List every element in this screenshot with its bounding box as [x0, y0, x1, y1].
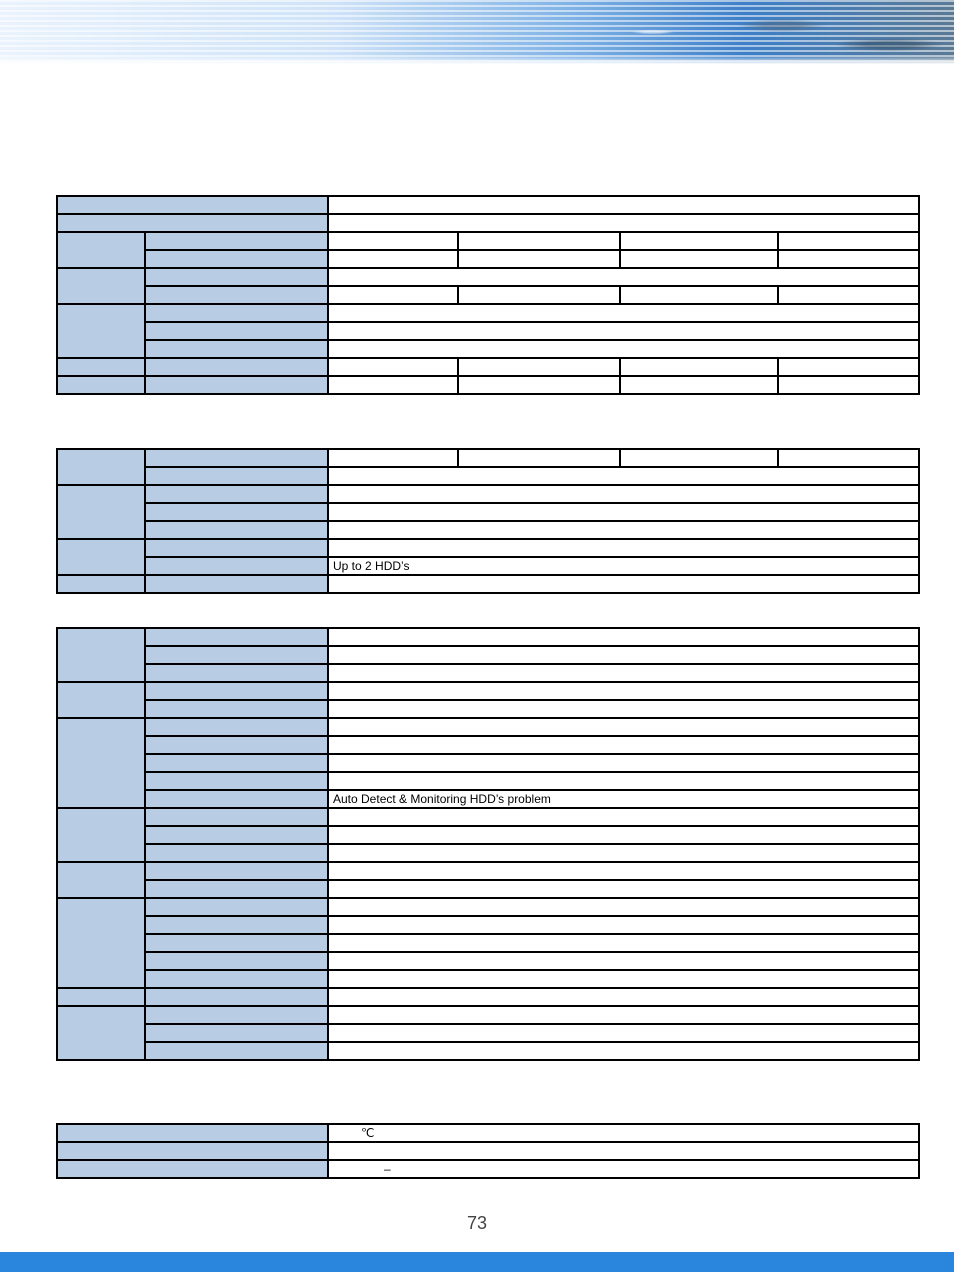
table-row — [57, 503, 919, 521]
table-row — [57, 898, 919, 916]
value-cell — [620, 232, 778, 250]
value-cell — [328, 503, 919, 521]
table-row — [57, 790, 919, 808]
table-row — [57, 485, 919, 503]
table-row — [57, 862, 919, 880]
table-row — [57, 1042, 919, 1060]
value-cell — [328, 772, 919, 790]
temperature-value — [328, 1124, 919, 1142]
header-fade — [0, 56, 954, 64]
value-cell — [328, 952, 919, 970]
group-label-cell — [57, 539, 145, 575]
value-cell — [458, 232, 620, 250]
spec-table-3 — [56, 627, 920, 1061]
group-label-cell — [57, 575, 145, 593]
table-row — [57, 826, 919, 844]
label-cell — [145, 700, 328, 718]
table-row — [57, 376, 919, 394]
group-label-cell — [57, 268, 145, 304]
value-cell — [778, 376, 919, 394]
label-cell — [145, 754, 328, 772]
label-cell — [145, 1042, 328, 1060]
value-cell — [778, 358, 919, 376]
table-row — [57, 196, 919, 214]
table-row — [57, 232, 919, 250]
table-row — [57, 736, 919, 754]
group-label-cell — [57, 988, 145, 1006]
table-row — [57, 539, 919, 557]
group-label-cell — [57, 232, 145, 268]
footer-band — [0, 1252, 954, 1272]
value-cell — [620, 376, 778, 394]
value-cell — [328, 214, 919, 232]
value-cell — [328, 934, 919, 952]
value-cell — [458, 250, 620, 268]
value-cell — [328, 485, 919, 503]
value-cell — [328, 575, 919, 593]
table-row — [57, 1024, 919, 1042]
label-cell — [145, 539, 328, 557]
value-cell — [328, 539, 919, 557]
group-label-cell — [57, 718, 145, 808]
label-cell — [145, 880, 328, 898]
value-cell — [328, 700, 919, 718]
label-cell — [145, 485, 328, 503]
label-cell — [145, 304, 328, 322]
label-cell — [145, 844, 328, 862]
label-cell — [145, 628, 328, 646]
label-cell — [145, 1024, 328, 1042]
value-cell — [328, 1006, 919, 1024]
group-label-cell — [57, 898, 145, 988]
value-cell — [328, 646, 919, 664]
label-cell — [145, 250, 328, 268]
table-row — [57, 934, 919, 952]
label-cell — [145, 808, 328, 826]
label-cell — [145, 934, 328, 952]
label-cell — [145, 898, 328, 916]
value-cell — [328, 736, 919, 754]
group-label-cell — [57, 862, 145, 898]
group-label-cell — [57, 682, 145, 718]
value-cell — [328, 628, 919, 646]
table-row — [57, 286, 919, 304]
table-row — [57, 880, 919, 898]
table-row — [57, 557, 919, 575]
table-row — [57, 700, 919, 718]
label-cell — [145, 916, 328, 934]
table-row — [57, 952, 919, 970]
value-cell — [328, 449, 458, 467]
table-row — [57, 304, 919, 322]
table-row — [57, 322, 919, 340]
value-cell — [328, 682, 919, 700]
label-cell — [57, 214, 328, 232]
group-label-cell — [57, 376, 145, 394]
value-cell — [778, 250, 919, 268]
label-cell — [145, 664, 328, 682]
value-cell — [328, 322, 919, 340]
celsius-symbol: ℃ — [361, 1126, 375, 1140]
value-cell — [328, 826, 919, 844]
value-cell — [328, 358, 458, 376]
value-cell — [328, 1024, 919, 1042]
value-cell — [328, 268, 919, 286]
value-cell — [328, 862, 919, 880]
label-cell — [145, 340, 328, 358]
value-cell — [328, 340, 919, 358]
label-cell — [145, 772, 328, 790]
group-label-cell — [57, 304, 145, 358]
label-cell — [57, 196, 328, 214]
label-cell — [145, 521, 328, 539]
value-cell — [328, 467, 919, 485]
label-cell — [145, 467, 328, 485]
value-cell — [328, 232, 458, 250]
label-cell — [145, 736, 328, 754]
table-row — [57, 521, 919, 539]
table-row — [57, 575, 919, 593]
group-label-cell — [57, 449, 145, 485]
table-row — [57, 754, 919, 772]
value-cell — [458, 449, 620, 467]
value-cell — [778, 449, 919, 467]
value-cell — [328, 1042, 919, 1060]
label-cell — [145, 970, 328, 988]
label-cell — [57, 1142, 328, 1160]
table-row — [57, 682, 919, 700]
table-row — [57, 1160, 919, 1178]
table-row — [57, 467, 919, 485]
group-label-cell — [57, 808, 145, 862]
table-row — [57, 1006, 919, 1024]
label-cell — [145, 826, 328, 844]
value-cell — [778, 286, 919, 304]
table-row — [57, 214, 919, 232]
value-cell — [328, 304, 919, 322]
value-cell — [328, 898, 919, 916]
value-cell — [458, 376, 620, 394]
range-dash: – — [384, 1162, 391, 1176]
label-cell — [145, 449, 328, 467]
table-row — [57, 1124, 919, 1142]
table-row — [57, 1142, 919, 1160]
table-row — [57, 772, 919, 790]
label-cell — [145, 376, 328, 394]
table-row — [57, 844, 919, 862]
table-row — [57, 268, 919, 286]
table-row — [57, 718, 919, 736]
value-cell — [458, 286, 620, 304]
value-cell — [328, 664, 919, 682]
hdd-capacity-value: Up to 2 HDD’s — [328, 557, 919, 575]
group-label-cell — [57, 628, 145, 682]
group-label-cell — [57, 358, 145, 376]
label-cell — [145, 322, 328, 340]
value-cell — [328, 718, 919, 736]
table-row — [57, 340, 919, 358]
range-value — [328, 1160, 919, 1178]
value-cell — [328, 916, 919, 934]
label-cell — [145, 988, 328, 1006]
value-cell — [328, 1142, 919, 1160]
group-label-cell — [57, 1006, 145, 1060]
label-cell — [145, 790, 328, 808]
value-cell — [328, 880, 919, 898]
value-cell — [328, 376, 458, 394]
value-cell — [778, 232, 919, 250]
table-row — [57, 449, 919, 467]
label-cell — [145, 575, 328, 593]
value-cell — [328, 754, 919, 772]
page-number: 73 — [466, 1213, 488, 1233]
value-cell — [328, 970, 919, 988]
value-cell — [620, 358, 778, 376]
value-cell — [620, 250, 778, 268]
value-cell — [328, 988, 919, 1006]
label-cell — [57, 1124, 328, 1142]
label-cell — [145, 268, 328, 286]
value-cell — [328, 286, 458, 304]
table-row — [57, 664, 919, 682]
label-cell — [145, 557, 328, 575]
spec-table-1 — [56, 195, 920, 395]
value-cell — [328, 808, 919, 826]
group-label-cell — [57, 485, 145, 539]
table-row — [57, 916, 919, 934]
header-camera-image — [524, 0, 954, 64]
label-cell — [145, 862, 328, 880]
label-cell — [145, 503, 328, 521]
label-cell — [145, 232, 328, 250]
table-row — [57, 988, 919, 1006]
value-cell — [620, 449, 778, 467]
label-cell — [145, 1006, 328, 1024]
label-cell — [145, 646, 328, 664]
table-row — [57, 628, 919, 646]
label-cell — [145, 718, 328, 736]
spec-table-2 — [56, 448, 920, 594]
value-cell — [328, 521, 919, 539]
label-cell — [145, 286, 328, 304]
value-cell — [328, 196, 919, 214]
label-cell — [145, 358, 328, 376]
spec-table-4 — [56, 1123, 920, 1179]
value-cell — [328, 250, 458, 268]
table-row — [57, 808, 919, 826]
table-row — [57, 970, 919, 988]
value-cell — [620, 286, 778, 304]
label-cell — [145, 952, 328, 970]
value-cell — [328, 844, 919, 862]
label-cell — [57, 1160, 328, 1178]
table-row — [57, 646, 919, 664]
label-cell — [145, 682, 328, 700]
hdd-monitoring-value: Auto Detect & Monitoring HDD’s problem — [328, 790, 919, 808]
value-cell — [458, 358, 620, 376]
table-row — [57, 250, 919, 268]
table-row — [57, 358, 919, 376]
